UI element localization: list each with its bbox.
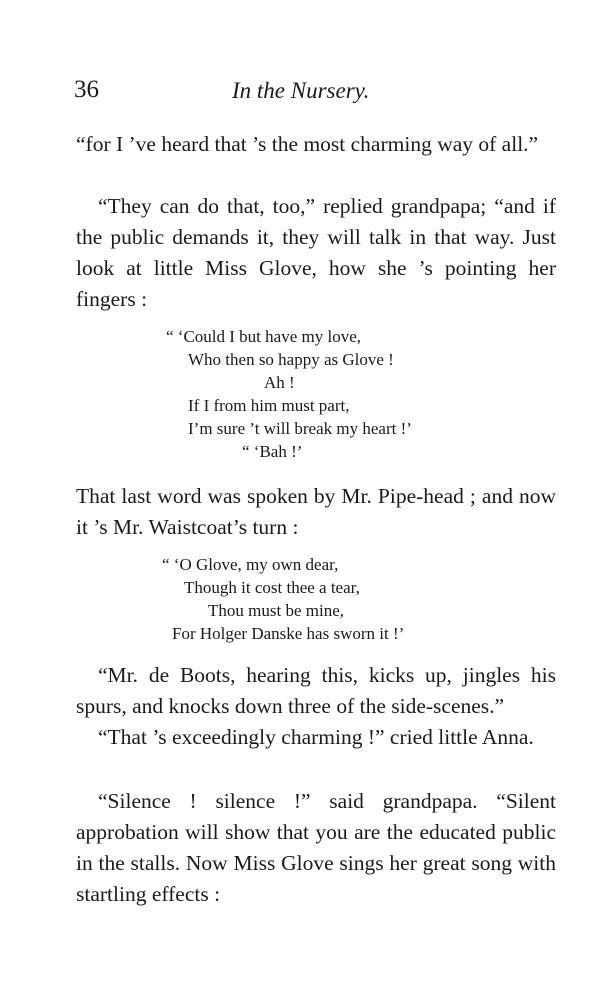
paragraph-pipe-head: That last word was spoken by Mr. Pipe-head ; and now it ’s Mr. Waistcoat’s turn : <box>76 484 556 539</box>
verse-line: If I from him must part, <box>188 396 350 415</box>
verse-miss-glove <box>166 325 412 463</box>
page-header <box>74 76 554 112</box>
page-number: 36 <box>74 76 99 103</box>
paragraph-opening: “for I ’ve heard that ’s the most charming way of all.” <box>76 132 539 156</box>
verse-line: “ ‘Bah !’ <box>242 442 303 461</box>
running-head: In the Nursery. <box>232 78 370 103</box>
verse-line: “ ‘O Glove, my own dear, <box>162 555 339 574</box>
verse-mr-waistcoat <box>154 553 404 645</box>
verse-line: Ah ! <box>264 373 295 392</box>
verse-line: For Holger Danske has sworn it !’ <box>172 624 405 643</box>
verse-line: Who then so happy as Glove ! <box>188 350 394 369</box>
verse-line: Thou must be mine, <box>208 601 344 620</box>
paragraph-grandpapa-reply: “They can do that, too,” replied grandpapa; “and if the public demands it, they will talk in that way. Just look at little Miss Glove, how she ’s pointing her fingers : <box>76 194 556 311</box>
paragraph-mr-de-boots: “Mr. de Boots, hearing this, kicks up, jingles his spurs, and knocks down three of the side-scenes.” <box>76 663 556 718</box>
verse-line: Though it cost thee a tear, <box>184 578 360 597</box>
verse-line: “ ‘Could I but have my love, <box>166 327 361 346</box>
paragraph-silence: “Silence ! silence !” said grandpapa. “Silent approbation will show that you are the educated public in the stalls. Now Miss Glove sings her great song with startling effects : <box>76 789 556 906</box>
paragraph-anna: “That ’s exceedingly charming !” cried little Anna. <box>98 725 534 749</box>
verse-line: I’m sure ’t will break my heart !’ <box>188 419 412 438</box>
